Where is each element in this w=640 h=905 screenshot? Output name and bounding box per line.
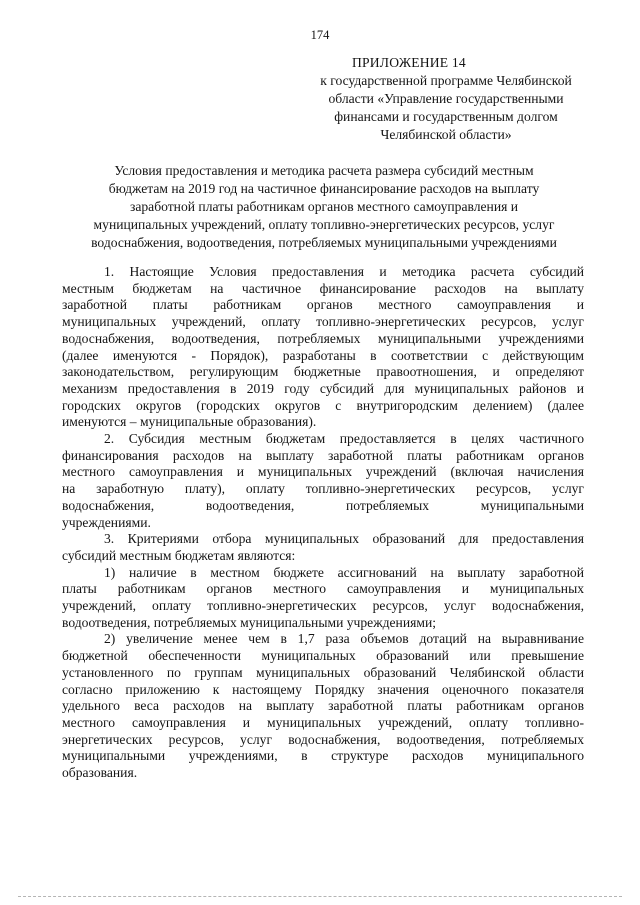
text-line: заработной платы работникам органов местного самоуправления и <box>62 297 584 313</box>
text-line: удельного веса расходов на выплату заработной платы работникам органов <box>62 698 584 714</box>
appendix-line: к государственной программе Челябинской <box>320 73 572 88</box>
paragraph-1 <box>62 264 584 431</box>
page-number: 174 <box>310 28 330 42</box>
appendix-title: ПРИЛОЖЕНИЕ 14 <box>352 55 466 70</box>
paragraph-criterion-2 <box>62 631 584 781</box>
text-line: муниципальными учреждениями, в структуре расходов муниципального <box>62 748 584 764</box>
title-line: Условия предоставления и методика расчета размера субсидий местным <box>114 163 534 178</box>
text-line: законодательством, регулирующим бюджетные правоотношения, и определяют <box>62 364 584 380</box>
title-line: бюджетам на 2019 год на частичное финансирование расходов на выплату <box>108 181 540 196</box>
text-line: финансирования расходов на выплату заработной платы работникам органов <box>62 447 584 463</box>
title-line: водоснабжения, водоотведения, потребляемых муниципальными учреждениями <box>91 235 557 250</box>
text-line: 2. Субсидия местным бюджетам предоставляется в целях частичного <box>104 431 584 447</box>
document-title <box>58 162 590 252</box>
text-line: механизм предоставления в 2019 году субсидий для муниципальных районов и <box>62 380 584 396</box>
text-line: на заработную плату), оплату топливно-энергетических ресурсов, услуг <box>62 481 584 497</box>
text-line: городских округов (городских округов с внутригородским делением) (далее <box>62 397 584 413</box>
text-line: 1. Настоящие Условия предоставления и методика расчета субсидий <box>104 264 584 279</box>
text-line: водоснабжения, водоотведения, потребляемых муниципальными <box>62 497 584 513</box>
document-body <box>62 264 584 782</box>
paragraph-criterion-1 <box>62 565 584 632</box>
appendix-line: области «Управление государственными <box>328 91 564 106</box>
text-line: субсидий местным бюджетам являются: <box>62 547 296 563</box>
page-bottom-rule <box>18 896 622 897</box>
text-line: согласно приложению к настоящему Порядку значения оценочного показателя <box>62 681 584 697</box>
text-line: местным бюджетам на частичное финансирование расходов на выплату <box>62 280 584 296</box>
text-line: водоотведения, потребляемых муниципальными учреждениями; <box>62 614 437 630</box>
appendix-line: Челябинской области» <box>380 127 512 142</box>
text-line: именуются – муниципальные образования). <box>62 414 317 430</box>
text-line: (далее именуются - Порядок), разработаны в соответствии с действующим <box>62 347 584 363</box>
text-line: учреждений, оплату топливно-энергетических ресурсов, услуг водоснабжения, <box>62 598 584 614</box>
text-line: учреждениями. <box>62 514 151 530</box>
appendix-line: финансами и государственным долгом <box>334 109 558 124</box>
text-line: платы работникам органов местного самоуправления и муниципальных <box>62 581 584 597</box>
text-line: муниципальных учреждений, оплату топливно-энергетических ресурсов, услуг <box>62 314 584 330</box>
appendix-header <box>296 54 596 144</box>
text-line: образования. <box>62 765 138 781</box>
text-line: водоснабжения, водоотведения, потребляемых муниципальными учреждениями <box>62 330 584 346</box>
paragraph-2 <box>62 431 584 531</box>
title-line: муниципальных учреждений, оплату топливно-энергетических ресурсов, услуг <box>93 217 555 232</box>
text-line: бюджетной обеспеченности муниципальных образований или превышение <box>62 648 584 664</box>
text-line: местного самоуправления и муниципальных учреждений (включая начисления <box>62 464 584 480</box>
text-line: 2) увеличение менее чем в 1,7 раза объемов дотаций на выравнивание <box>104 631 584 647</box>
title-line: заработной платы работникам органов местного самоуправления и <box>129 199 519 214</box>
text-line: 3. Критериями отбора муниципальных образований для предоставления <box>104 531 584 547</box>
text-line: энергетических ресурсов, услуг водоснабжения, водоотведения, потребляемых <box>62 731 584 747</box>
paragraph-3 <box>62 531 584 564</box>
text-line: 1) наличие в местном бюджете ассигнований на выплату заработной <box>104 564 584 580</box>
text-line: установленного по группам муниципальных образований Челябинской области <box>62 664 584 680</box>
text-line: местного самоуправления и муниципальных учреждений, оплату топливно- <box>62 714 584 730</box>
